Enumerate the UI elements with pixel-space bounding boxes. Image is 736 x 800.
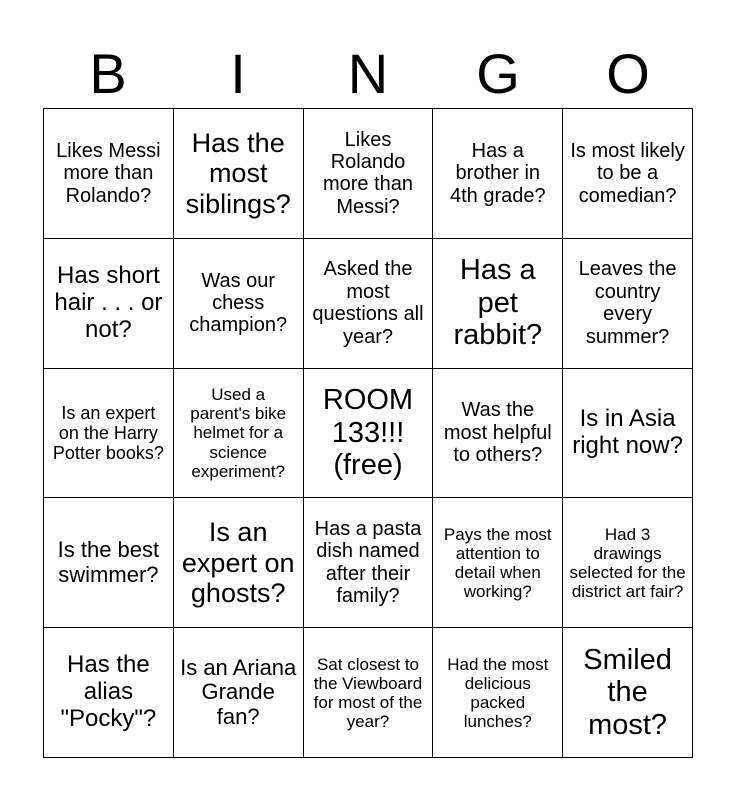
cell-text: Used a parent's bike helmet for a science experiment? — [190, 385, 287, 481]
cell-text: Leaves the country every summer? — [578, 258, 677, 348]
bingo-cell[interactable] — [174, 369, 304, 499]
cell-text: Pays the most attention to detail when working? — [443, 524, 552, 601]
cell-text: Smiled the most? — [583, 643, 672, 741]
cell-text: Has a pet rabbit? — [453, 254, 543, 352]
bingo-header — [43, 42, 693, 106]
bingo-cell[interactable] — [563, 109, 693, 239]
bingo-cell[interactable] — [304, 239, 434, 369]
header-letter-o: O — [606, 42, 650, 105]
cell-text: Is most likely to be a comedian? — [570, 139, 685, 207]
bingo-cell[interactable] — [44, 628, 174, 758]
bingo-cell[interactable] — [174, 498, 304, 628]
free-space[interactable] — [304, 369, 434, 499]
cell-text: Has short hair . . . or not? — [54, 261, 163, 343]
bingo-grid — [43, 108, 693, 758]
bingo-cell[interactable] — [174, 109, 304, 239]
cell-text: ROOM 133!!! (free) — [322, 384, 414, 482]
bingo-cell[interactable] — [563, 628, 693, 758]
bingo-cell[interactable] — [563, 239, 693, 369]
cell-text: Is in Asia right now? — [572, 405, 683, 459]
cell-text: Was our chess champion? — [189, 269, 288, 337]
bingo-cell[interactable] — [304, 498, 434, 628]
bingo-cell[interactable] — [174, 628, 304, 758]
bingo-cell[interactable] — [433, 369, 563, 499]
bingo-cell[interactable] — [44, 239, 174, 369]
header-letter-g: G — [476, 42, 520, 105]
bingo-cell[interactable] — [174, 239, 304, 369]
bingo-cell[interactable] — [304, 628, 434, 758]
cell-text: Likes Messi more than Rolando? — [56, 139, 161, 207]
cell-text: Has a pasta dish named after their family? — [314, 518, 422, 608]
cell-text: Has the alias "Pocky"? — [60, 651, 157, 733]
cell-text: Is an expert on ghosts? — [181, 517, 295, 608]
cell-text: Is an expert on the Harry Potter books? — [52, 402, 164, 464]
cell-text: Is an Ariana Grande fan? — [180, 654, 297, 729]
cell-text: Was the most helpful to others? — [443, 399, 552, 467]
bingo-cell[interactable] — [433, 498, 563, 628]
bingo-cell[interactable] — [433, 109, 563, 239]
cell-text: Has a brother in 4th grade? — [449, 139, 546, 207]
bingo-cell[interactable] — [563, 498, 693, 628]
cell-text: Has the most siblings? — [185, 128, 291, 219]
bingo-cell[interactable] — [433, 628, 563, 758]
header-letter-b: B — [89, 42, 127, 105]
cell-text: Had the most delicious packed lunches? — [447, 654, 549, 731]
cell-text: Likes Rolando more than Messi? — [322, 128, 414, 218]
cell-text: Asked the most questions all year? — [312, 258, 424, 348]
cell-text: Sat closest to the Viewboard for most of the year? — [313, 654, 423, 731]
bingo-cell[interactable] — [304, 109, 434, 239]
header-letter-i: I — [230, 42, 246, 105]
bingo-cell[interactable] — [563, 369, 693, 499]
bingo-cell[interactable] — [44, 369, 174, 499]
bingo-cell[interactable] — [44, 498, 174, 628]
cell-text: Is the best swimmer? — [57, 537, 160, 587]
header-letter-n: N — [347, 42, 389, 105]
bingo-cell[interactable] — [44, 109, 174, 239]
bingo-cell[interactable] — [433, 239, 563, 369]
cell-text: Had 3 drawings selected for the district art fair? — [569, 524, 686, 601]
